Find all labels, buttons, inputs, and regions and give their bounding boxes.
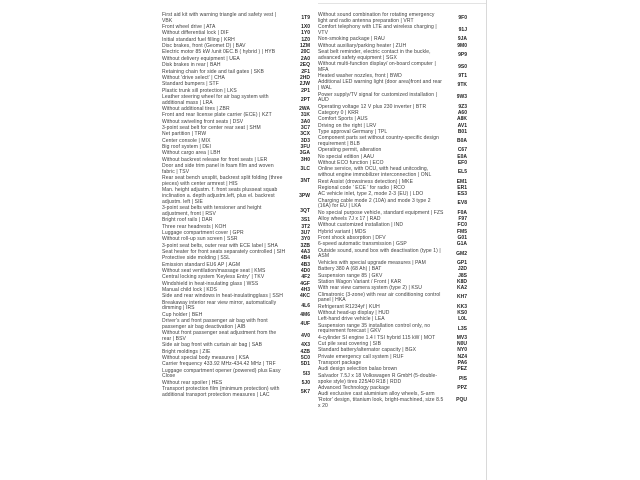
equipment-description: Without auxiliary/parking heater | ZUH [318,42,407,49]
equipment-pr-code: KH7 [456,294,467,301]
equipment-description: Cut pile seat covering | SIB [318,341,382,348]
equipment-entry [162,206,310,218]
equipment-description: Climatronic (3-zone) with rear air conditioning control panel | HKA [318,291,441,304]
equipment-description: Emission standard EU6 AP | AGM [162,261,241,268]
equipment-pr-code: L0L [458,316,467,323]
equipment-description: Breakaway interior rear view mirror, automatically dimming | IRS [162,299,277,312]
equipment-entry [162,13,310,25]
equipment-pr-code: 4B3 [300,261,310,268]
equipment-description: Windshield in heat-insulating glass | WSS [162,280,259,287]
equipment-pr-code: ER1 [457,184,467,191]
equipment-pr-code: GM2 [456,250,467,257]
equipment-pr-code: GP1 [456,259,467,266]
equipment-pr-code: 31K [300,112,310,119]
equipment-description: Door and side trim panel in foam film and woven fabric | TSV [162,163,274,175]
equipment-description: Private emergency call system | RUF [318,353,404,360]
equipment-description: Protective side molding | SSL [162,255,231,262]
equipment-description: Operating permit, alteration [318,147,382,154]
equipment-pr-code: NY0 [457,347,467,354]
equipment-pr-code: 4M6 [300,311,310,318]
equipment-description: Standard battery/alternator capacity | BGX [318,347,417,354]
equipment-pr-code: 4L6 [301,302,310,309]
equipment-description: No special edition | AAU [318,153,374,160]
equipment-pr-code: 3FU [300,144,310,151]
equipment-pr-code: 2JW [299,81,310,88]
equipment-entry [318,25,467,37]
equipment-description: Heated washer nozzles, front | BWD [318,73,402,80]
equipment-description: Cup holder | BEH [162,311,203,318]
equipment-pr-code: 5K7 [300,388,310,395]
equipment-description: Without roll-up sun screen | SSR [162,236,238,243]
equipment-description: Without multi-function display/ on-board computer | MFA [318,60,436,73]
equipment-pr-code: 5C0 [300,354,310,361]
equipment-description: Without head-up display | HUD [318,309,390,316]
equipment-entry [318,13,467,25]
equipment-description: Without special body measures | KSA [162,354,250,361]
equipment-pr-code: 3T2 [301,223,310,230]
equipment-entry [318,62,467,74]
equipment-description: Without seat ventilation/massage seat | KMS [162,267,266,274]
equipment-description: 3-point seat belts with tensioner and height adjustment, front | RSV [162,205,262,217]
equipment-description: Comfort Sports | AUS [318,116,368,123]
equipment-description: Suspension range 35 installation control only, no requirement forecast | GKV [318,322,431,335]
equipment-pr-code: 4ZB [300,348,310,355]
equipment-entry [318,93,467,105]
equipment-description: Retaining chain for side and tail gates | SKB [162,68,264,75]
equipment-entry [318,374,467,386]
equipment-pr-code: PIS [458,375,467,382]
equipment-pr-code: EM1 [456,178,467,185]
equipment-description: Driver's and front passenger air bag with front passenger air bag deactivation | AIB [162,318,268,330]
equipment-pr-code: A8K [456,116,467,123]
equipment-pr-code: 9F0 [458,14,467,21]
equipment-description: Standard bumpers | STF [162,81,219,88]
equipment-description: AC vehicle inlet, type 2, mode 2-3 (EU) | LDO [318,191,424,198]
equipment-description: Vehicles with special upgrade measures | PAM [318,259,426,266]
equipment-description: Audi design selection balao brown [318,366,398,373]
equipment-pr-code: 1X0 [301,24,310,31]
equipment-description: Luggage compartment cover | GPR [162,229,244,236]
equipment-pr-code: 3LC [300,165,310,172]
equipment-pr-code: 2P1 [301,87,310,94]
equipment-pr-code: L3S [457,325,467,332]
equipment-description: Side air bag front with curtain air bag | SAB [162,342,263,349]
equipment-pr-code: 3CX [300,131,310,138]
equipment-pr-code: PQU [456,397,467,403]
equipment-pr-code: 2HD [299,74,310,81]
equipment-entry [318,136,467,148]
equipment-description: Without delivery equipment | UEA [162,55,240,62]
equipment-description: Rear seat bench unsplit, backrest split folding (three pieces) with center armrest | HIS [162,175,283,187]
equipment-entry [318,50,467,62]
equipment-description: Type approval Germany | TPL [318,128,388,135]
equipment-pr-code: K8D [456,278,467,285]
equipment-description: Transport protection film (minimum protection) with additional transport protection measures | LAC [162,386,280,398]
equipment-description: Without cargo area | LBH [162,150,221,157]
equipment-description: Charging cable mode 2 (10A) and mode 3 type 2 (16A) for EU | LKA [318,197,431,210]
equipment-description: Big roof system | DEI [162,144,211,151]
equipment-pr-code: 4H3 [300,286,310,293]
equipment-column-left [162,13,310,399]
vertical-divider [486,0,487,480]
equipment-entry [162,176,310,188]
equipment-pr-code: 4X3 [301,342,310,349]
equipment-description: Front and rear license plate carrier (ECE) | KZT [162,112,272,119]
equipment-description: Without swiveling front seats | DSV [162,118,244,125]
equipment-pr-code: 1T9 [301,14,310,21]
equipment-description: Side and rear windows in heat-insulatingglass | SSH [162,293,283,300]
equipment-column-right [318,13,467,410]
equipment-pr-code: J2D [457,266,467,273]
equipment-description: Online service, with OCU, with head unitcoding, without engine immobilizer interconnection | ONL [318,166,432,179]
equipment-entry [162,188,310,205]
equipment-entry [162,369,310,381]
equipment-description: Disc brakes, front (Geomet D) | BAV [162,43,246,50]
equipment-pr-code: 3QT [300,207,310,214]
equipment-description: Non-smoking package | RAU [318,36,385,43]
equipment-description: Without front passenger seat adjustment from the rear | BSV [162,330,277,342]
equipment-description: Bright moldings | ZIE [162,348,211,355]
equipment-pr-code: 5I3 [303,370,310,377]
equipment-description: Luggage compartment opener (powered) plus Easy Close [162,367,281,380]
equipment-pr-code: KK3 [456,303,467,310]
equipment-description: Initial standard fuel filling | KRH [162,36,235,43]
equipment-pr-code: F0A [457,209,467,216]
equipment-pr-code: 4UF [300,320,310,327]
equipment-description: Manual child lock | KDS [162,286,218,293]
equipment-pr-code: 20C [300,49,310,56]
equipment-description: Without customized installation | IND [318,222,404,229]
equipment-description: Outside sound, sound box with deactivation (type 1) | ASM [318,247,441,260]
equipment-pr-code: 3H0 [300,156,310,163]
equipment-pr-code: 9S0 [458,63,467,70]
equipment-pr-code: 4GF [300,280,310,287]
top-border-line [318,3,486,4]
equipment-pr-code: 4F2 [301,274,310,281]
equipment-pr-code: 9Z3 [458,103,467,110]
equipment-entry [318,199,467,211]
equipment-pr-code: PEZ [457,366,467,373]
equipment-pr-code: 3C7 [300,125,310,131]
equipment-pr-code: MV3 [456,334,467,341]
equipment-pr-code: 1Y0 [301,30,310,37]
equipment-pr-code: A60 [457,109,467,116]
equipment-pr-code: 4KC [299,293,310,300]
equipment-entry [318,392,467,409]
equipment-entry [162,319,310,331]
equipment-description: Without 'drive select' | CHA [162,74,225,81]
equipment-pr-code: EF0 [457,160,467,167]
equipment-description: 3-point seat belts, outer rear with ECE label | SHA [162,242,278,249]
equipment-pr-code: FM5 [457,228,467,235]
equipment-description: Without additional tires | ZBR [162,105,230,112]
equipment-description: Component parts set without country-specific design requirement | BLB [318,135,439,148]
equipment-description: Operating voltage 12 V plus 230 inverter | BTR [318,103,427,110]
equipment-description: Without backrest release for front seats | LER [162,156,268,163]
equipment-pr-code: N0U [456,341,467,348]
equipment-description: Front shock absorption | DFV [318,235,386,242]
equipment-entry [162,387,310,399]
equipment-entry [318,249,467,261]
equipment-description: Central locking system 'Keyless Entry' | TKV [162,274,265,281]
equipment-entry [318,80,467,92]
equipment-description: Hybrid variant | MDS [318,228,367,235]
equipment-description: Plastic trunk sill protection | LKS [162,87,237,94]
equipment-pr-code: 3A0 [300,118,310,125]
equipment-description: 3-point seat belt for center rear seat | SHM [162,125,261,131]
equipment-pr-code: PA6 [457,360,467,367]
equipment-pr-code: 9TK [457,82,467,89]
equipment-pr-code: 5J0 [301,379,310,386]
equipment-pr-code: PPZ [457,384,467,391]
equipment-pr-code: 9JA [457,36,467,43]
equipment-pr-code: 91J [458,26,467,33]
equipment-description: Seat belt reminder, electric contact in the buckle, advanced safety equipment | SGX [318,48,431,61]
equipment-description: Salvador 7.5J x 18 Volkswagen R GmbH (5-double-spoke style) tires 225/40 R18 | RDD [318,372,438,385]
equipment-description: 4-cylinder SI engine 1.4 l TSI hybrid 115 kW | MOT [318,334,436,341]
equipment-description: Audi exclusive cast aluminium alloy wheels, S-arm 'Rotor' design, titanium look, bright-machined, size 8.5 x 20 [318,391,444,409]
equipment-description: Three rear headrests | KOH [162,223,227,230]
equipment-pr-code: 3PW [299,193,310,199]
equipment-description: Electric motor 85 kW /unit 0EC.B ( hybrid ) | HYB [162,49,276,56]
equipment-description: Advanced Technology package [318,384,390,391]
equipment-pr-code: 2F1 [301,68,310,75]
equipment-pr-code: 3D3 [300,137,310,144]
equipment-description: Man. height adjustm. f. front seats plusseat squab inclination a. depth adjustm.left, plus el. backrest adjustm. left | SIE [162,187,278,205]
equipment-entry [318,324,467,336]
equipment-description: No special purpose vehicle, standard equipment | FZS [318,209,444,216]
equipment-description: Left-hand drive vehicle | LEA [318,316,385,323]
equipment-description: Battery 380 A (68 Ah) | BAT [318,266,382,273]
equipment-entry [162,95,310,107]
equipment-description: Leather steering wheel for air bag system with additional mass | LRA [162,93,269,106]
equipment-entry [162,164,310,176]
equipment-description: Carrier frequency 433.92 MHz-434.42 MHz | TRF [162,361,276,368]
equipment-pr-code: 4A3 [300,248,310,255]
equipment-description: Without sound combination for rotating emergency light and radio antenna preparation | VRT [318,12,435,24]
equipment-description: With rear view camera system (type 2) | KSU [318,285,422,292]
equipment-pr-code: C67 [457,147,467,154]
equipment-pr-code: EL5 [457,169,467,176]
equipment-description: First aid kit with warning triangle and safety vest | VBK [162,12,277,24]
equipment-description: Net partition | TRW [162,131,207,138]
equipment-pr-code: 2WA [299,105,310,112]
equipment-pr-code: 4V0 [301,333,310,340]
equipment-description: Without differential lock | DIF [162,30,229,37]
equipment-pr-code: 9T1 [458,73,467,80]
equipment-pr-code: J8S [458,272,467,279]
equipment-pr-code: EV8 [457,200,467,207]
equipment-description: Without ECO function | ECO [318,160,384,167]
equipment-entry [162,301,310,313]
equipment-pr-code: 9P9 [458,51,467,58]
equipment-pr-code: 5D1 [300,361,310,368]
equipment-description: Disk brakes in rear | BAH [162,62,221,69]
equipment-description: Bright roof rails | DAR [162,217,213,224]
equipment-description: Additional LED warning light (door area)front and rear | WAL [318,79,443,92]
equipment-description: Suspension range 85 | GKV [318,272,383,279]
equipment-pr-code: G1A [456,241,467,248]
equipment-description: Category 0 | KRR [318,109,359,116]
equipment-description: Driving on the right | LRV [318,122,377,129]
equipment-description: Seat heater for front seats separately controlled | SIH [162,248,286,255]
equipment-pr-code: 3S1 [301,217,310,224]
equipment-description: Alloy wheels 7J x 17 | RAD [318,216,381,222]
equipment-description: 6-speed automatic transmission | GSP [318,241,407,248]
equipment-pr-code: E0A [457,153,467,160]
equipment-pr-code: ES3 [457,191,467,198]
equipment-description: Center console | MIX [162,137,211,144]
equipment-pr-code: 3U7 [300,229,310,236]
equipment-description: Regional code ' ECE ' for radio | RCO [318,184,405,191]
equipment-pr-code: 1ZM [300,43,310,50]
equipment-pr-code: 1Z0 [301,36,310,43]
equipment-pr-code: G01 [457,235,467,242]
equipment-pr-code: 3ZB [300,242,310,249]
equipment-pr-code: 2PT [300,96,310,103]
equipment-description: Refrigerant R1234yf | KUH [318,303,380,310]
equipment-pr-code: 9M0 [457,42,467,49]
equipment-entry [318,293,467,305]
equipment-description: Comfort telephony with LTE and wireless charging | VTV [318,24,437,36]
equipment-pr-code: F97 [458,216,467,222]
equipment-pr-code: KA2 [456,285,467,292]
equipment-pr-code: 3GA [299,150,310,157]
equipment-pr-code: 3Y0 [301,236,310,243]
equipment-pr-code: 3NT [300,178,310,185]
equipment-description: Station Wagon Variant / Front | KAR [318,278,402,285]
equipment-pr-code: 2EQ [299,62,310,69]
equipment-entry [162,331,310,343]
equipment-description: Front wheel drive | ATA [162,24,216,31]
equipment-pr-code: NZ4 [457,353,467,360]
equipment-pr-code: 4D0 [300,267,310,274]
equipment-description: Rest Assist (drowsiness detection) | MKE [318,178,414,185]
equipment-description: Transport package [318,360,362,367]
equipment-pr-code: FC0 [457,222,467,229]
equipment-pr-code: 4B4 [300,255,310,262]
equipment-pr-code: AV1 [457,122,467,129]
equipment-pr-code: B0A [456,138,467,145]
equipment-description: Without rear spoiler | HES [162,379,223,386]
equipment-pr-code: 9W3 [456,94,467,101]
equipment-pr-code: KS0 [457,309,467,316]
equipment-entry [318,167,467,179]
equipment-pr-code: B01 [457,128,467,135]
equipment-description: Power supply/TV signal for customized installation | AUD [318,91,438,104]
equipment-pr-code: 2A0 [300,55,310,62]
